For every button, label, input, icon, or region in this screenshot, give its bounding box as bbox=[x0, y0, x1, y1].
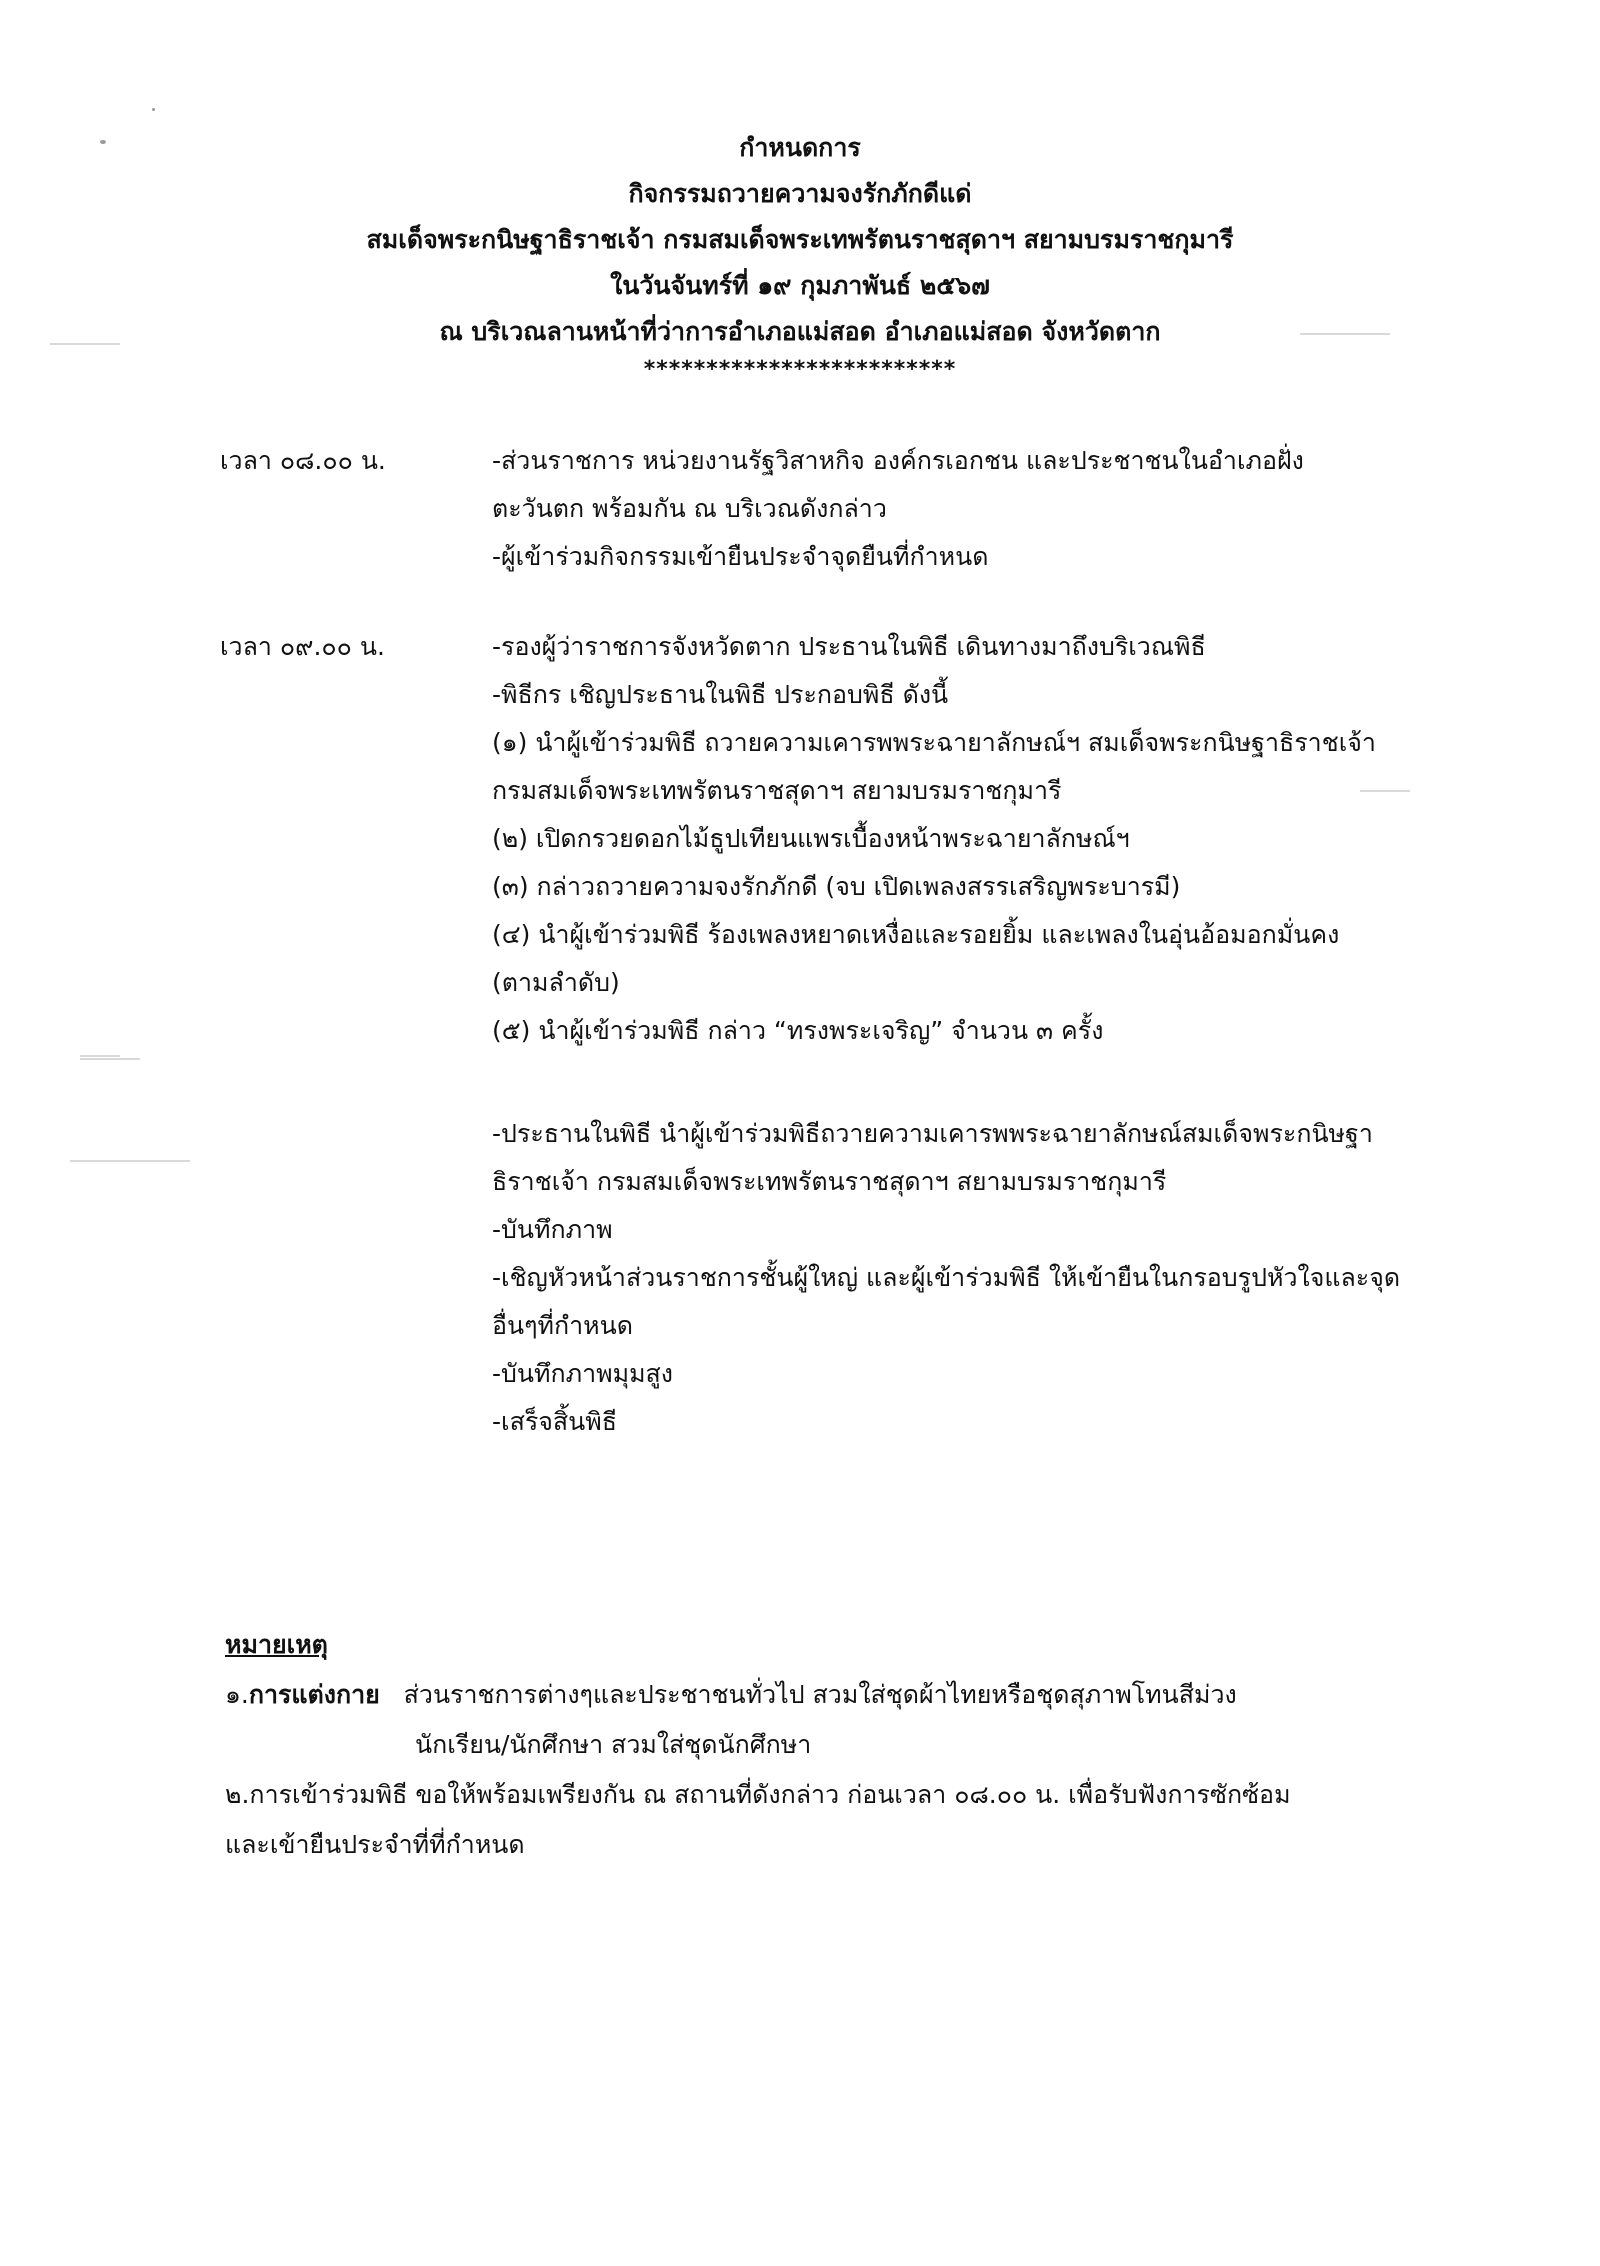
slot-line: กรมสมเด็จพระเทพรัตนราชสุดาฯ สยามบรมราชกุมารี bbox=[492, 776, 1062, 805]
slot-line-spacer bbox=[492, 1055, 1492, 1110]
scan-speck bbox=[152, 108, 155, 111]
note-item-1-continued: นักเรียน/นักศึกษา สวมใส่ชุดนักศึกษา bbox=[415, 1730, 812, 1759]
slot-line: -ผู้เข้าร่วมกิจกรรมเข้ายืนประจำจุดยืนที่กำหนด bbox=[492, 542, 989, 571]
header-title: กำหนดการ bbox=[739, 133, 861, 162]
note-item-2: ๒.การเข้าร่วมพิธี ขอให้พร้อมเพรียงกัน ณ สถานที่ดังกล่าว ก่อนเวลา ๐๘.๐๐ น. เพื่อรับฟังการซักซ้อม bbox=[225, 1780, 1291, 1809]
note-item-number: ๑. bbox=[225, 1680, 249, 1709]
note-item-2-continued: และเข้ายืนประจำที่ที่กำหนด bbox=[225, 1830, 525, 1859]
scan-mark bbox=[80, 1058, 140, 1060]
slot-line: -บันทึกภาพมุมสูง bbox=[492, 1359, 674, 1388]
slot-line: (๕) นำผู้เข้าร่วมพิธี กล่าว “ทรงพระเจริญ” จำนวน ๓ ครั้ง bbox=[492, 1016, 1104, 1045]
slot-line: -พิธีกร เชิญประธานในพิธี ประกอบพิธี ดังนี้ bbox=[492, 680, 949, 709]
notes-section bbox=[225, 1620, 1475, 1870]
header-divider: ************************* bbox=[643, 357, 957, 382]
slot-line: -บันทึกภาพ bbox=[492, 1215, 613, 1244]
slot-line: (๔) นำผู้เข้าร่วมพิธี ร้องเพลงหยาดเหงื่อและรอยยิ้ม และเพลงในอุ่นอ้อมอกมั่นคง bbox=[492, 920, 1340, 949]
slot-line: (ตามลำดับ) bbox=[492, 968, 620, 997]
note-item-label: การแต่งกาย bbox=[248, 1680, 380, 1709]
slot-line: ธิราชเจ้า กรมสมเด็จพระเทพรัตนราชสุดาฯ สยามบรมราชกุมารี bbox=[492, 1167, 1167, 1196]
slot-time: เวลา ๐๘.๐๐ น. bbox=[220, 446, 386, 475]
slot-line: ตะวันตก พร้อมกัน ณ บริเวณดังกล่าว bbox=[492, 494, 887, 523]
slot-details bbox=[492, 623, 1492, 1446]
slot-details bbox=[492, 437, 1492, 581]
slot-line: (๒) เปิดกรวยดอกไม้ธูปเทียนแพรเบื้องหน้าพระฉายาลักษณ์ฯ bbox=[492, 824, 1130, 853]
scan-mark bbox=[70, 1160, 190, 1162]
header-honoree: สมเด็จพระกนิษฐาธิราชเจ้า กรมสมเด็จพระเทพรัตนราชสุดาฯ สยามบรมราชกุมารี bbox=[366, 225, 1234, 254]
slot-line: (๓) กล่าวถวายความจงรักภักดี (จบ เปิดเพลงสรรเสริญพระบารมี) bbox=[492, 872, 1181, 901]
slot-line: -รองผู้ว่าราชการจังหวัดตาก ประธานในพิธี เดินทางมาถึงบริเวณพิธี bbox=[492, 632, 1206, 661]
scan-mark bbox=[80, 1055, 120, 1057]
header-venue: ณ บริเวณลานหน้าที่ว่าการอำเภอแม่สอด อำเภอแม่สอด จังหวัดตาก bbox=[439, 317, 1161, 346]
header-date: ในวันจันทร์ที่ ๑๙ กุมภาพันธ์ ๒๕๖๗ bbox=[610, 271, 990, 300]
slot-line: -เสร็จสิ้นพิธี bbox=[492, 1407, 617, 1436]
note-item-1 bbox=[225, 1670, 1475, 1720]
document-header bbox=[0, 125, 1600, 385]
slot-line: -เชิญหัวหน้าส่วนราชการชั้นผู้ใหญ่ และผู้เข้าร่วมพิธี ให้เข้ายืนในกรอบรูปหัวใจและจุด bbox=[492, 1263, 1401, 1292]
slot-line: -ประธานในพิธี นำผู้เข้าร่วมพิธีถวายความเคารพพระฉายาลักษณ์สมเด็จพระกนิษฐา bbox=[492, 1119, 1373, 1148]
slot-line: -ส่วนราชการ หน่วยงานรัฐวิสาหกิจ องค์กรเอกชน และประชาชนในอำเภอฝั่ง bbox=[492, 446, 1304, 475]
notes-title: หมายเหตุ bbox=[225, 1630, 328, 1659]
slot-line: (๑) นำผู้เข้าร่วมพิธี ถวายความเคารพพระฉายาลักษณ์ฯ สมเด็จพระกนิษฐาธิราชเจ้า bbox=[492, 728, 1376, 757]
slot-line: อื่นๆที่กำหนด bbox=[492, 1311, 633, 1340]
header-subtitle: กิจกรรมถวายความจงรักภักดีแด่ bbox=[628, 179, 972, 208]
note-item-text: ส่วนราชการต่างๆและประชาชนทั่วไป สวมใส่ชุดผ้าไทยหรือชุดสุภาพโทนสีม่วง bbox=[403, 1680, 1237, 1709]
slot-time: เวลา ๐๙.๐๐ น. bbox=[220, 632, 385, 661]
